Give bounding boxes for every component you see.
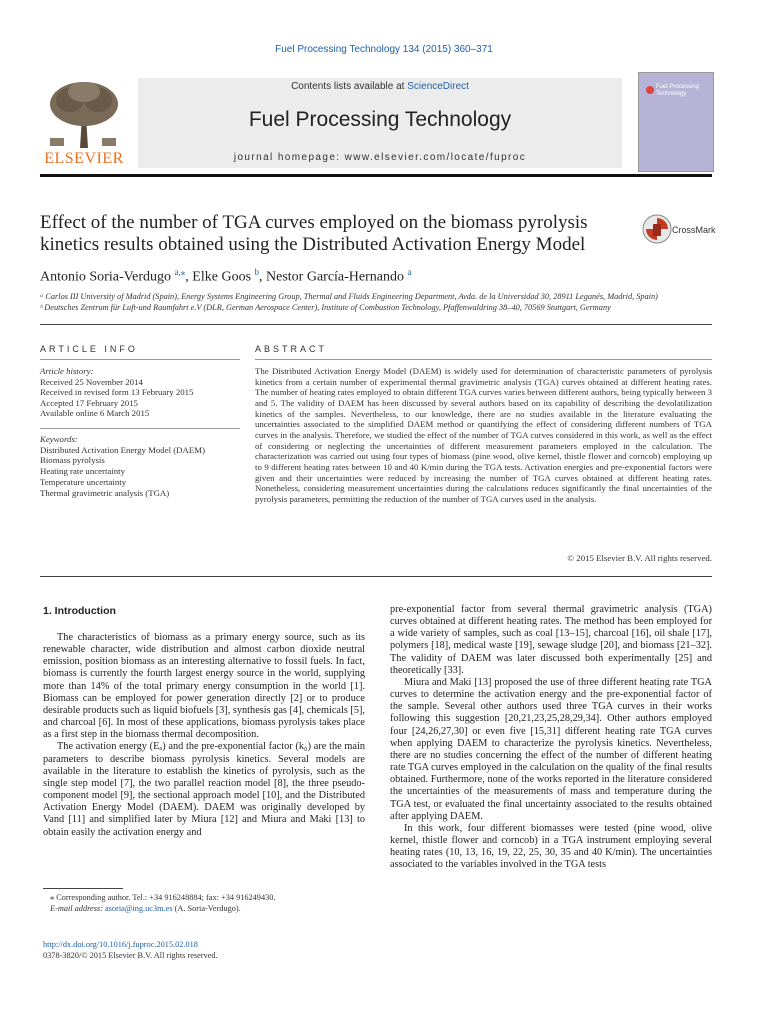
body-paragraph: The characteristics of biomass as a primary energy source, such as its renewable character, wide distribution and almost carbon dioxide neutral emission, position biomass as an interesting alternative to fossil fuels. In fact, biomass is currently the fourth largest energy source in the world, supplying more than 14% of the total primary energy consumption in the world [1]. Biomass can be employed for power generation directly [2] or to produce desirable products such as liquid biofuels [3], synthesis gas [4], chemicals [5], and charcoal [6]. In most of these applications, biomass pyrolysis takes place as a first step in the biomass thermal decomposition. xyxy=(43,632,365,741)
contents-line xyxy=(138,81,622,92)
section-rule xyxy=(40,324,712,325)
cover-logo-icon xyxy=(646,86,654,94)
sciencedirect-link[interactable]: ScienceDirect xyxy=(407,81,469,92)
info-rule xyxy=(40,359,240,360)
doi-link[interactable]: http://dx.doi.org/10.1016/j.fuproc.2015.02.018 xyxy=(43,940,198,949)
header-rule xyxy=(40,174,712,177)
footnote-rule xyxy=(43,888,123,889)
author-affiliation-marker[interactable]: b xyxy=(254,267,260,277)
author-list: Antonio Soria-Verdugo $^{a,⁎}$, Elke Goos $^b$, Nestor García-Hernando $^a$ xyxy=(40,267,412,285)
author-affiliation-marker[interactable]: a,⁎ xyxy=(174,267,186,277)
issn-line: 0378-3820/© 2015 Elsevier B.V. All rights reserved. xyxy=(43,951,218,960)
crossmark-label[interactable]: CrossMark xyxy=(672,225,716,235)
email-suffix: (A. Soria-Verdugo). xyxy=(172,903,241,913)
section-rule xyxy=(40,576,712,577)
body-column-left xyxy=(43,632,365,839)
keywords-rule xyxy=(40,428,240,429)
article-history xyxy=(40,366,240,419)
article-info-heading: ARTICLE INFO xyxy=(40,344,138,354)
abstract-text: The Distributed Activation Energy Model (DAEM) is widely used for determination of characteristic parameters of pyrolysis kinetics from a certain number of experimental thermal gravimetric analysis (TGA) curves obtained at different heating rates. The number of heating rates employed to obtain different TGA curves varies between different authors, being typically between 3 and 5. The validity of DAEM has been discussed by several authors based on its capability of describing the devolatilization kinetics of the samples. Nevertheless, to our knowledge, there are no studies available in the literature evaluating the uncertainties associated to the simplified DAEM method or quantifying the effect of considering different numbers of TGA curves in the analysis. Therefore, we studied the effect of the number of TGA curves considered in this work, as well as the effect of considering or neglecting the uncertainties of different measurement parameters employed in the calculation. The characterization was carried out using four types of biomass (pine wood, olive kernel, thistle flower and corncob) employing up to 9 different heating rates between 10 and 40 K/min during the TGA tests. Activation energies and pre-exponential factors were given and their uncertainties were reduced by increasing the number of TGA curves obtained at different heating rates. Nonetheless, considering measurement uncertainties during the calculations reduces significantly the final uncertainties of the pyrolysis parameters, permitting the reduction of the number of TGA curves used in the analysis. xyxy=(255,366,712,504)
email-link[interactable]: asoria@ing.uc3m.es xyxy=(105,903,173,913)
abstract-heading: ABSTRACT xyxy=(255,344,328,354)
keywords xyxy=(40,434,240,498)
author-name: Antonio Soria-Verdugo xyxy=(40,269,172,285)
footnote xyxy=(50,893,370,914)
history-item: Received 25 November 2014 xyxy=(40,376,143,387)
body-paragraph: pre-exponential factor from several thermal gravimetric analysis (TGA) curves obtained at different heating rates. The method has been employed for a wide variety of samples, such as coal [13–15], charcoal [16], oil shale [17], polymers [18], medical waste [19], sewage sludge [20], and biomass [21–32]. The validity of DAEM was later discussed both experimentally [25] and theoretically [33]. xyxy=(390,604,712,676)
keyword: Thermal gravimetric analysis (TGA) xyxy=(40,487,170,498)
history-item: Accepted 17 February 2015 xyxy=(40,397,138,408)
keyword: Temperature uncertainty xyxy=(40,476,127,487)
contents-prefix: Contents lists available at xyxy=(291,81,408,92)
body-paragraph: Miura and Maki [13] proposed the use of three different heating rate TGA curves to determine the activation energy and the pre-exponential factor of the sample. Several other authors used three TGA curves in their works following this suggestion [20,21,23,25,28,29,34]. Other authors employed four [24,26,27,30] or even five [15,31] different heating rate TGA curves when applying DAEM to characterize the pyrolysis kinetics. Nevertheless, there are no studies concerning the effect of the number of different heating rate TGA curves employed in the calculation on the quality of the final results obtained. Furthermore, none of the works reported in the literature considered the uncertainties of the measurements of mass and temperature during the TGA test, or evaluated the final uncertainty associated to the results obtained after applying DAEM. xyxy=(390,676,712,822)
journal-title: Fuel Processing Technology xyxy=(248,108,512,131)
history-item: Available online 6 March 2015 xyxy=(40,408,150,418)
body-paragraph: The activation energy (Eₐ) and the pre-exponential factor (k₀) are the main parameters to describe biomass pyrolysis kinetics. Several models are available in the literature to establish the kinetics of pyrolysis, such as the single step model [7], the two parallel reaction model [8], the three pseudo-component model [9], the sectional approach model [10], and the Distributed Activation Energy Model (DAEM). DAEM was originally developed by Vand [11] and simplified later by Miura [12] and Miura and Maki [13] to obtain easily the activation energy and xyxy=(43,741,365,838)
crossmark-icon[interactable] xyxy=(642,214,672,244)
journal-reference-link[interactable]: Fuel Processing Technology 134 (2015) 360–371 xyxy=(275,44,493,55)
keyword: Heating rate uncertainty xyxy=(40,466,125,477)
abstract-copyright: © 2015 Elsevier B.V. All rights reserved. xyxy=(567,553,712,563)
elsevier-wordmark: ELSEVIER xyxy=(44,150,124,167)
email-label: E-mail address: xyxy=(50,903,105,913)
footnote-email-line xyxy=(50,904,370,915)
affiliation-b: ᵇ Deutsches Zentrum für Luft-und Raumfahrt e.V (DLR, German Aerospace Center), Institute of Combustion Technology, Pfaffenwaldring 38–40, 70569 Stuttgart, Germany xyxy=(40,303,611,312)
history-label: Article history: xyxy=(40,366,94,376)
affiliation-a: ᵃ Carlos III University of Madrid (Spain), Energy Systems Engineering Group, Thermal and Fluids Engineering Department, Avda. de la Universidad 30, 28911 Leganés, Madrid, Spain) xyxy=(40,292,658,301)
keywords-label: Keywords: xyxy=(40,434,78,444)
keyword: Biomass pyrolysis xyxy=(40,455,105,466)
journal-homepage[interactable]: journal homepage: www.elsevier.com/locate/fuproc xyxy=(233,152,527,163)
author-name: Elke Goos xyxy=(192,269,252,285)
body-paragraph: In this work, four different biomasses were tested (pine wood, olive kernel, thistle flower and corncob) in a TGA instrument employing several heating rates (10, 13, 16, 19, 22, 25, 30, 35 and 40 K/min). The uncertainties associated to the variables involved in the TGA tests xyxy=(390,822,712,871)
footnote-corresponding: ⁎ Corresponding author. Tel.: +34 916248884; fax: +34 916249430. xyxy=(50,893,276,902)
author-affiliation-marker[interactable]: a xyxy=(407,267,412,277)
tree-icon xyxy=(40,78,128,150)
abstract-rule xyxy=(255,359,712,360)
section-title: 1. Introduction xyxy=(43,605,116,617)
article-title: Effect of the number of TGA curves employed on the biomass pyrolysis kinetics results obtained using the Distributed Activation Energy Model xyxy=(40,212,588,255)
body-column-right xyxy=(390,604,712,871)
cover-title: Fuel Processing Technology xyxy=(656,84,700,97)
history-item: Received in revised form 13 February 2015 xyxy=(40,387,194,397)
keyword: Distributed Activation Energy Model (DAEM) xyxy=(40,444,205,455)
author-name: Nestor García-Hernando xyxy=(266,269,405,285)
